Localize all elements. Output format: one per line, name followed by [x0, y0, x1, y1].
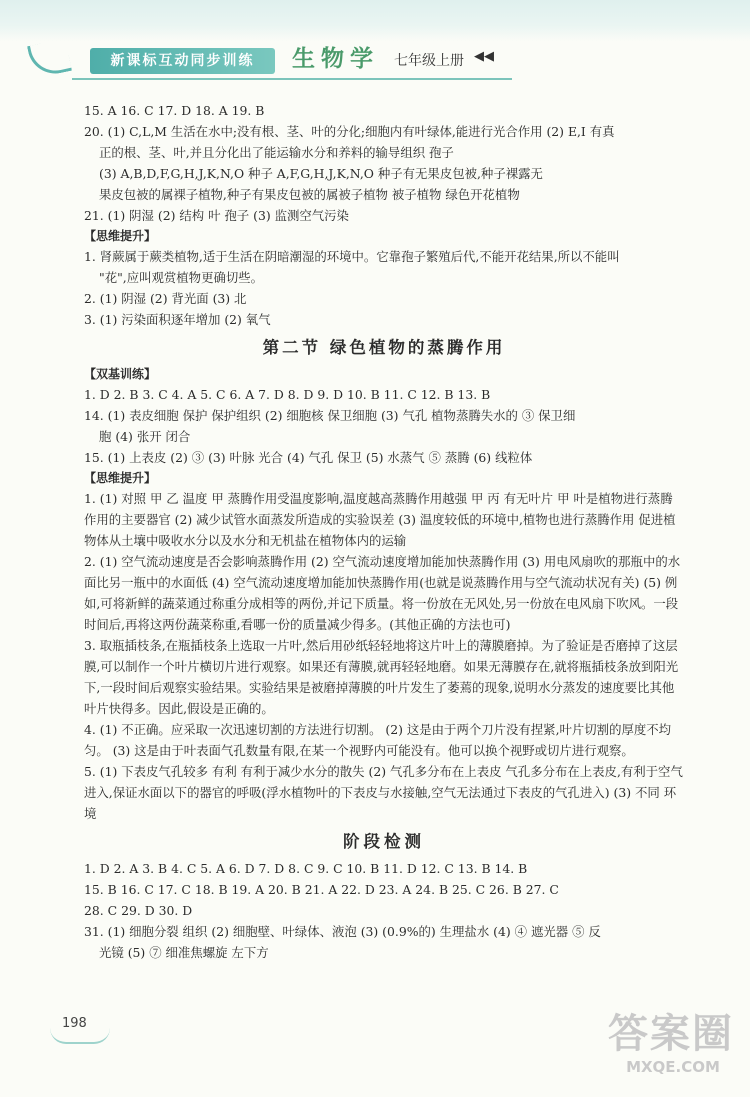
- page-header: [0, 0, 750, 92]
- answer-line: 1. D 2. A 3. B 4. C 5. A 6. D 7. D 8. C 9. C 10. B 11. D 12. C 13. B 14. B: [84, 861, 528, 876]
- answer-line: 28. C 29. D 30. D: [84, 903, 193, 918]
- double-arrow-icon: ◀◀: [474, 49, 494, 64]
- subject-title: 生物学: [292, 46, 379, 72]
- page-number: 198: [62, 1016, 87, 1031]
- watermark-logo: 答案圈: [608, 1011, 734, 1057]
- answer-line: 21. (1) 阴湿 (2) 结构 叶 孢子 (3) 监测空气污染: [84, 208, 349, 223]
- stage-test-title: 阶段检测: [343, 832, 425, 851]
- page-curve-decoration: [50, 1028, 110, 1044]
- answer-line: 3. (1) 污染面积逐年增加 (2) 氧气: [84, 312, 271, 327]
- answer-line: 15. A 16. C 17. D 18. A 19. B: [84, 103, 265, 118]
- watermark: [608, 1010, 738, 1090]
- header-banner: [0, 0, 750, 42]
- answer-line: 14. (1) 表皮细胞 保护 保护组织 (2) 细胞核 保卫细胞 (3) 气孔 植物蒸腾失水的 ③ 保卫细: [84, 408, 576, 423]
- leaf-logo-icon: [27, 38, 72, 78]
- answer-line: 2. (1) 阴湿 (2) 背光面 (3) 北: [84, 291, 247, 306]
- answer-line: 31. (1) 细胞分裂 组织 (2) 细胞壁、叶绿体、液泡 (3) (0.9%的) 生理盐水 (4) ④ 遮光器 ⑤ 反: [84, 924, 601, 939]
- answer-line: 15. (1) 上表皮 (2) ③ (3) 叶脉 光合 (4) 气孔 保卫 (5) 水蒸气 ⑤ 蒸腾 (6) 线粒体: [84, 450, 533, 465]
- answer-paragraph: 5. (1) 下表皮气孔较多 有利 有利于减少水分的散失 (2) 气孔多分布在上表皮 气孔多分布在上表皮,有利于空气进入,保证水面以下的器官的呼吸(浮水植物叶的下表皮与水接触,空气无法通过下表皮的气孔进入) (3) 不同 环境: [84, 764, 683, 821]
- answer-line: 果皮包被的属裸子植物,种子有果皮包被的属被子植物 被子植物 绿色开花植物: [99, 187, 520, 202]
- answer-line: 胞 (4) 张开 闭合: [99, 429, 191, 444]
- answer-content: [84, 100, 684, 963]
- section-title: 第二节 绿色植物的蒸腾作用: [262, 338, 506, 357]
- answer-paragraph: 3. 取瓶插枝条,在瓶插枝条上选取一片叶,然后用砂纸轻轻地将这片叶上的薄膜磨掉。为了验证是否磨掉了这层膜,可以制作一个叶片横切片进行观察。如果还有薄膜,就再轻轻地磨。如果无薄膜存在,就将瓶插枝条放到阳光下,一段时间后观察实验结果。实验结果是被磨掉薄膜的叶片发生了萎蔫的现象,说明水分蒸发的速度要比其他叶片快得多。因此,假设是正确的。: [84, 638, 679, 716]
- header-divider: [72, 78, 512, 80]
- watermark-url: MXQE.COM: [626, 1058, 720, 1076]
- answer-line: 20. (1) C,L,M 生活在水中;没有根、茎、叶的分化;细胞内有叶绿体,能进行光合作用 (2) E,I 有真: [84, 124, 615, 139]
- answer-paragraph: 4. (1) 不正确。应采取一次迅速切割的方法进行切割。 (2) 这是由于两个刀片没有捏紧,叶片切割的厚度不均匀。 (3) 这是由于叶表面气孔数量有限,在某一个视野内可能没有。他可以换个视野或切片进行观察。: [84, 722, 672, 758]
- series-title: 新课标互动同步训练: [90, 48, 275, 74]
- answer-line: "花",应叫观赏植物更确切些。: [99, 270, 264, 285]
- grade-label: 七年级上册: [394, 53, 464, 69]
- thinking-tag: 【思维提升】: [84, 471, 157, 485]
- answer-paragraph: 1. (1) 对照 甲 乙 温度 甲 蒸腾作用受温度影响,温度越高蒸腾作用越强 甲 丙 有无叶片 甲 叶是植物进行蒸腾作用的主要器官 (2) 减少试管水面蒸发所造成的实验误差 (3) 温度较低的环境中,植物也进行蒸腾作用 促进植物体从土壤中吸收水分以及水分和无机盐在植物体内的运输: [84, 491, 676, 548]
- double-basic-tag: 【双基训练】: [84, 367, 157, 381]
- thinking-tag: 【思维提升】: [84, 229, 157, 243]
- answer-line: 光镜 (5) ⑦ 细准焦螺旋 左下方: [99, 945, 269, 960]
- answer-line: (3) A,B,D,F,G,H,J,K,N,O 种子 A,F,G,H,J,K,N,O 种子有无果皮包被,种子裸露无: [99, 166, 543, 181]
- answer-paragraph: 2. (1) 空气流动速度是否会影响蒸腾作用 (2) 空气流动速度增加能加快蒸腾作用 (3) 用电风扇吹的那瓶中的水面比另一瓶中的水面低 (4) 空气流动速度增加能加快蒸腾作用(也就是说蒸腾作用与空气流动状况有关) (5) 例如,可将新鲜的蔬菜通过称重分成相等的两份,并记下质量。将一份放在无风处,另一份放在电风扇下吹风。一段时间后,再将这两份蔬菜称重,看哪一份的质量减少得多。(其他正确的方法也可): [84, 554, 681, 632]
- answer-line: 15. B 16. C 17. C 18. B 19. A 20. B 21. A 22. D 23. A 24. B 25. C 26. B 27. C: [84, 882, 559, 897]
- answer-line: 1. D 2. B 3. C 4. A 5. C 6. A 7. D 8. D 9. D 10. B 11. C 12. B 13. B: [84, 387, 491, 402]
- answer-line: 1. 肾蕨属于蕨类植物,适于生活在阴暗潮湿的环境中。它靠孢子繁殖后代,不能开花结果,所以不能叫: [84, 249, 620, 264]
- answer-line: 正的根、茎、叶,并且分化出了能运输水分和养料的输导组织 孢子: [99, 145, 454, 160]
